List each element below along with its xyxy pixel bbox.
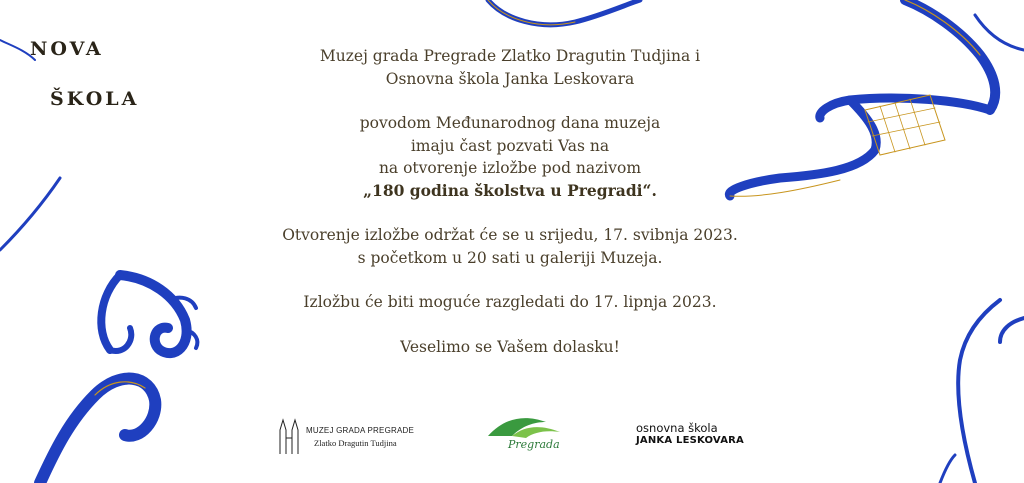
hosts-line-2: Osnovna škola Janka Leskovara	[385, 69, 635, 88]
occasion-line-3: na otvorenje izložbe pod nazivom	[378, 159, 642, 177]
nova-skola-logo	[30, 38, 165, 158]
duration-line: Izložbu će biti moguće razgledati do 17. lipnja 2023.	[303, 293, 717, 311]
pregrada-logo	[484, 412, 564, 456]
occasion-line-1: povodom Međunarodnog dana muzeja	[359, 114, 661, 132]
logo-line-2: ŠKOLA	[50, 88, 140, 110]
hosts-line-1: Muzej grada Pregrade Zlatko Dragutin Tudjina i	[319, 47, 701, 65]
school-logo	[636, 421, 766, 451]
church-towers-icon	[276, 416, 302, 456]
school-line-2: JANKA LESKOVARA	[636, 435, 744, 446]
museum-name: MUZEJ GRADA PREGRADE	[306, 426, 415, 435]
occasion-line-2: imaju čast pozvati Vas na	[410, 136, 610, 155]
green-hills-icon	[484, 412, 564, 440]
museum-subtitle: Zlatko Dragutin Tudjina	[314, 438, 397, 448]
exhibition-title: „180 godina školstva u Pregradi“.	[363, 180, 657, 200]
school-line-1: osnovna škola	[636, 421, 718, 435]
opening-line-1: Otvorenje izložbe održat će se u srijedu, 17. svibnja 2023.	[282, 226, 738, 244]
museum-logo	[276, 416, 416, 458]
logo-line-1: NOVA	[30, 38, 104, 60]
pregrada-name: Pregrada	[508, 438, 560, 451]
closing-line: Veselimo se Vašem dolasku!	[400, 337, 620, 356]
invitation-text	[250, 45, 770, 358]
opening-line-2: s početkom u 20 sati u galeriji Muzeja.	[357, 248, 663, 267]
